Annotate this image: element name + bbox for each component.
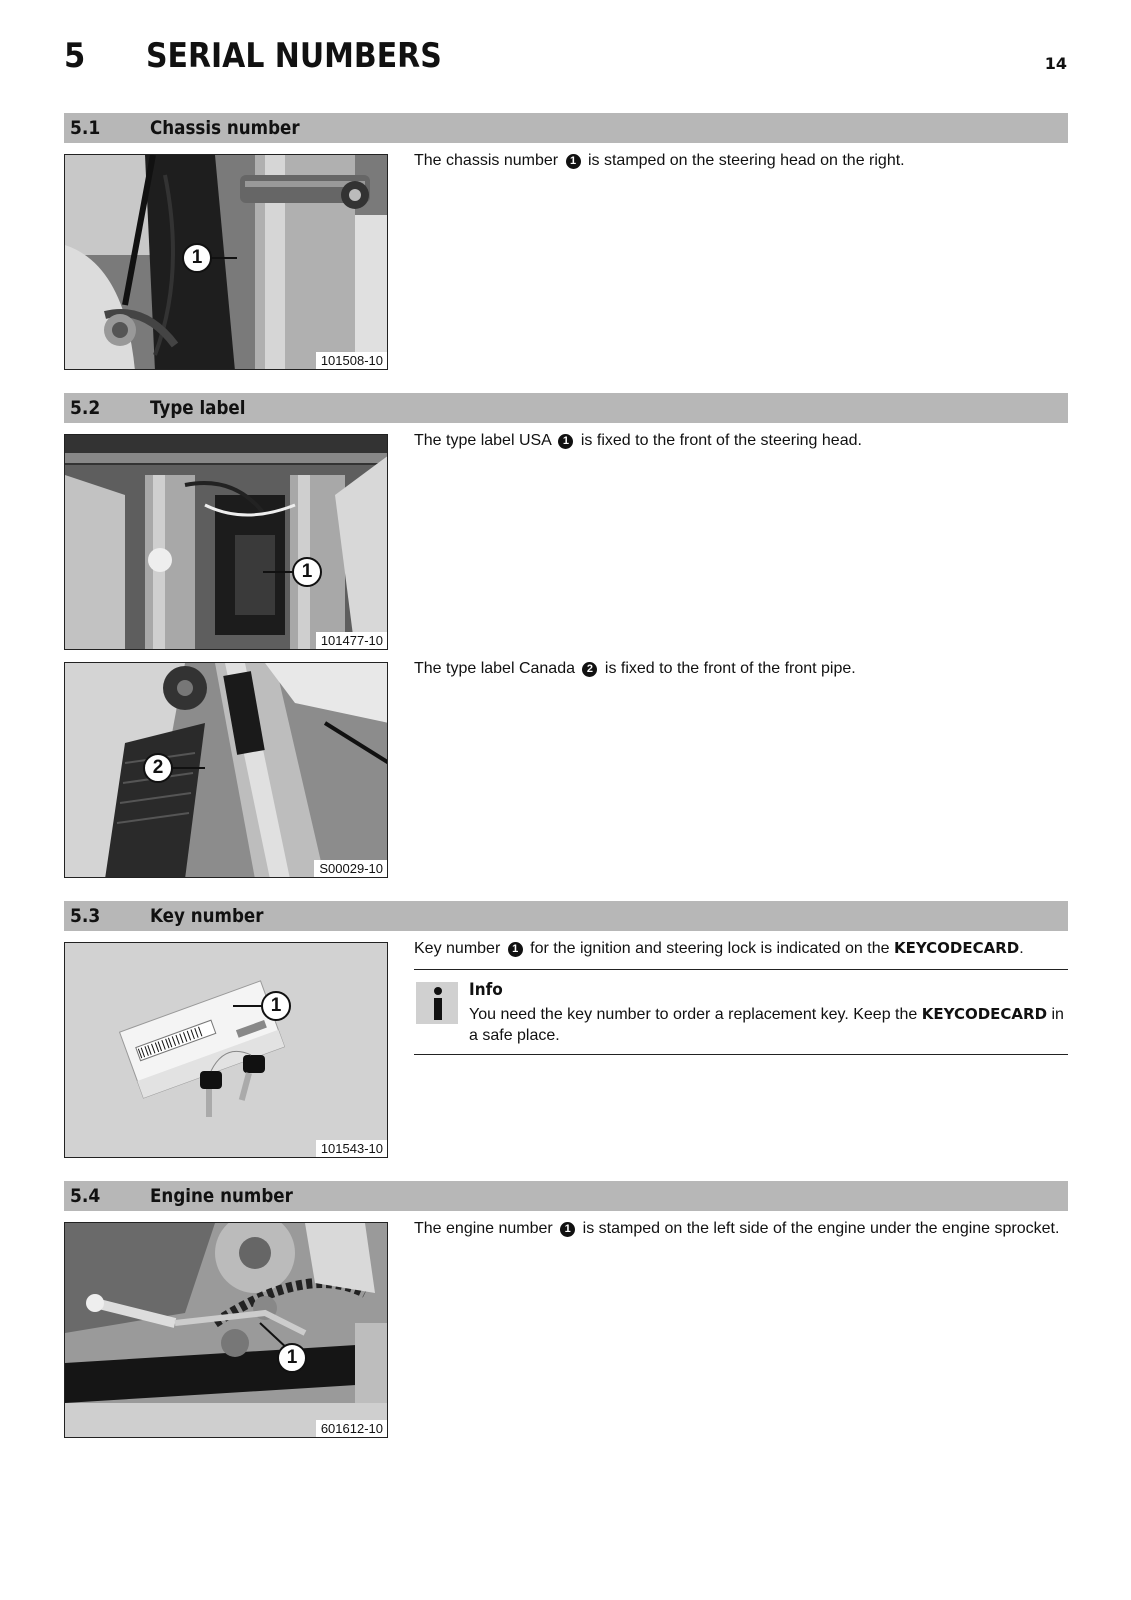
callout-2: 2 <box>143 753 173 783</box>
type-label-canada-text <box>414 658 1068 679</box>
section-number: 5.1 <box>70 117 101 139</box>
photo-keycodecard <box>64 942 388 1158</box>
callout-1: 1 <box>277 1343 307 1373</box>
section-number: 5.2 <box>70 397 101 419</box>
marker-1: 1 <box>558 434 573 449</box>
section-title: Engine number <box>150 1185 293 1207</box>
marker-1: 1 <box>566 154 581 169</box>
info-heading: Info <box>469 980 503 1000</box>
info-icon <box>416 982 458 1024</box>
info-text <box>469 1004 1069 1046</box>
text: You need the key number to order a replacement key. Keep the <box>469 1006 918 1023</box>
section-title: Key number <box>150 905 264 927</box>
marker-1: 1 <box>560 1222 575 1237</box>
key-number-text <box>414 938 1068 959</box>
callout-1: 1 <box>261 991 291 1021</box>
text: is fixed to the front of the steering head. <box>580 432 862 449</box>
photo-code: 101477-10 <box>316 632 387 649</box>
photo-code: 601612-10 <box>316 1420 387 1437</box>
callout-1: 1 <box>292 557 322 587</box>
keycodecard-term: KEYCODECARD <box>921 1005 1048 1023</box>
section-title: Chassis number <box>150 117 300 139</box>
text: for the ignition and steering lock is indicated on the <box>530 940 890 957</box>
text: . <box>1019 940 1024 957</box>
marker-1: 1 <box>508 942 523 957</box>
text: The type label Canada <box>414 660 575 677</box>
text: Key number <box>414 940 501 957</box>
photo-code: 101543-10 <box>316 1140 387 1157</box>
text: The engine number <box>414 1220 553 1237</box>
engine-number-text <box>414 1218 1068 1239</box>
section-number: 5.3 <box>70 905 101 927</box>
type-label-usa-text <box>414 430 1068 451</box>
section-header-chassis-number <box>64 113 1068 143</box>
info-rule-top <box>414 969 1068 970</box>
info-rule-bottom <box>414 1054 1068 1055</box>
chapter-number: 5 <box>64 36 86 76</box>
text: The type label USA <box>414 432 551 449</box>
callout-1: 1 <box>182 243 212 273</box>
text: in a safe place. <box>469 1006 1064 1044</box>
section-number: 5.4 <box>70 1185 101 1207</box>
section-header-type-label <box>64 393 1068 423</box>
chassis-number-text <box>414 150 1068 171</box>
text: is stamped on the left side of the engine under the engine sprocket. <box>582 1220 1060 1237</box>
keycodecard-term: KEYCODECARD <box>893 939 1020 957</box>
photo-engine-left-side <box>64 1222 388 1438</box>
section-title: Type label <box>150 397 246 419</box>
marker-2: 2 <box>582 662 597 677</box>
photo-code: S00029-10 <box>314 860 387 877</box>
chapter-title: SERIAL NUMBERS <box>146 36 442 76</box>
section-header-engine-number <box>64 1181 1068 1211</box>
photo-steering-head-front <box>64 434 388 650</box>
text: is fixed to the front of the front pipe. <box>604 660 856 677</box>
photo-steering-head-right <box>64 154 388 370</box>
page-number: 14 <box>1044 54 1067 73</box>
photo-front-pipe <box>64 662 388 878</box>
text: The chassis number <box>414 152 559 169</box>
text: is stamped on the steering head on the right. <box>587 152 905 169</box>
section-header-key-number <box>64 901 1068 931</box>
photo-code: 101508-10 <box>316 352 387 369</box>
